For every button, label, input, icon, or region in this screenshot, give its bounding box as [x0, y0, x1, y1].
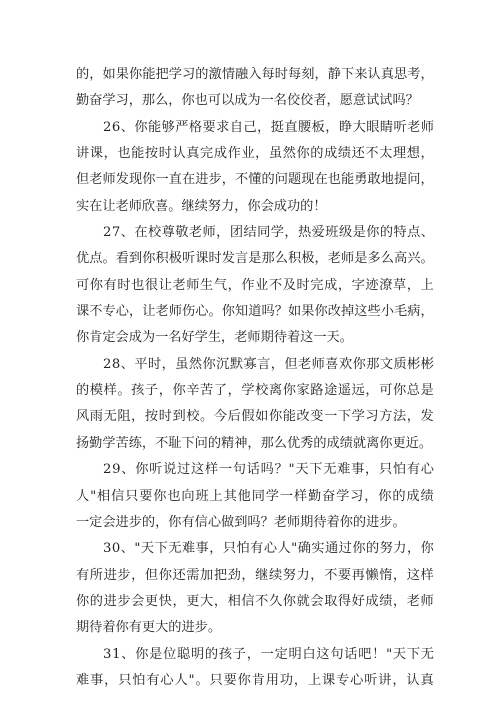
text-line: 人 " 相 信 只 要 你 也 向 班 上 其 他 同 学 一 样 勤 奋 学 习 ， 你 的 成 绩 [76, 488, 434, 504]
text-line: 3 0 、 " 天 下 无 难 事 ， 只 怕 有 心 人 " 确 实 通 过 你 的 努 力 ， 你 [103, 541, 434, 557]
document-body [76, 62, 434, 694]
text-line: 优 点 。 看 到 你 积 极 听 课 时 发 言 是 那 么 积 极 ， 老 师 是 多 么 高 兴 。 [76, 251, 434, 267]
text-line: 一定会进步的，你有信心做到吗？老师期待着你的进步。 [76, 514, 406, 530]
text-line: 2 7 、 在 校 尊 敬 老 师 ， 团 结 同 学 ， 热 爱 班 级 是 你 的 特 点 、 [103, 225, 434, 241]
text-line: 的 模 样 。 孩 子 ， 你 辛 苦 了 ， 学 校 离 你 家 路 途 遥 远 ， 可 你 总 是 [76, 383, 434, 399]
text-line: 有 所 进 步 ， 但 你 还 需 加 把 劲 ， 继 续 努 力 ， 不 要 再 懒 惰 ， 这 样 [76, 567, 434, 583]
text-line: 风 雨 无 阻 ， 按 时 到 校 。 今 后 假 如 你 能 改 变 一 下 学 习 方 法 ， 发 [76, 409, 434, 425]
text-line: 期待着你有更大的进步。 [76, 620, 222, 636]
text-line: 3 1 、 你 是 位 聪 明 的 孩 子 ， 一 定 明 白 这 句 话 吧 ！ " 天 下 无 [103, 646, 434, 662]
text-line: 2 6 、 你 能 够 严 格 要 求 自 己 ， 挺 直 腰 板 ， 睁 大 眼 睛 听 老 师 [103, 119, 434, 135]
text-line: 勤奋学习，那么，你也可以成为一名佼佼者，愿意试试吗？ [76, 93, 419, 109]
text-line: 的 ， 如 果 你 能 把 学 习 的 激 情 融 入 每 时 每 刻 ， 静 下 来 认 真 思 考 ， [76, 67, 434, 82]
text-line: 讲 课 ， 也 能 按 时 认 真 完 成 作 业 ， 虽 然 你 的 成 绩 还 不 太 理 想 ， [76, 146, 434, 162]
text-line: 扬勤学苦练，不耻下问的精神，那么优秀的成绩就离你更近。 [76, 435, 433, 451]
text-line: 2 9 、 你 听 说 过 这 样 一 句 话 吗 ？ " 天 下 无 难 事 ， 只 怕 有 心 [103, 462, 434, 478]
text-line: 但 老 师 发 现 你 一 直 在 进 步 ， 不 懂 的 问 题 现 在 也 能 勇 敢 地 提 问 ， [76, 172, 434, 188]
text-line: 可 你 有 时 也 很 让 老 师 生 气 ， 作 业 不 及 时 完 成 ， 字 迹 潦 草 ， 上 [76, 277, 434, 293]
text-line: 你肯定会成为一名好学生，老师期待着这一天。 [76, 330, 353, 346]
text-line: 课 不 专 心 ， 让 老 师 伤 心 。 你 知 道 吗 ？ 如 果 你 改 掉 这 些 小 毛 病 ， [76, 304, 434, 320]
text-line: 难 事 ， 只 怕 有 心 人 " 。 只 要 你 肯 用 功 ， 上 课 专 心 听 讲 ， 认 真 [76, 672, 434, 688]
text-line: 2 8 、 平 时 ， 虽 然 你 沉 默 寡 言 ， 但 老 师 喜 欢 你 那 文 质 彬 彬 [103, 356, 434, 372]
text-line: 实在让老师欣喜。继续努力，你会成功的！ [76, 198, 327, 214]
text-line: 你 的 进 步 会 更 快 ， 更 大 ， 相 信 不 久 你 就 会 取 得 好 成 绩 ， 老 师 [76, 593, 434, 609]
